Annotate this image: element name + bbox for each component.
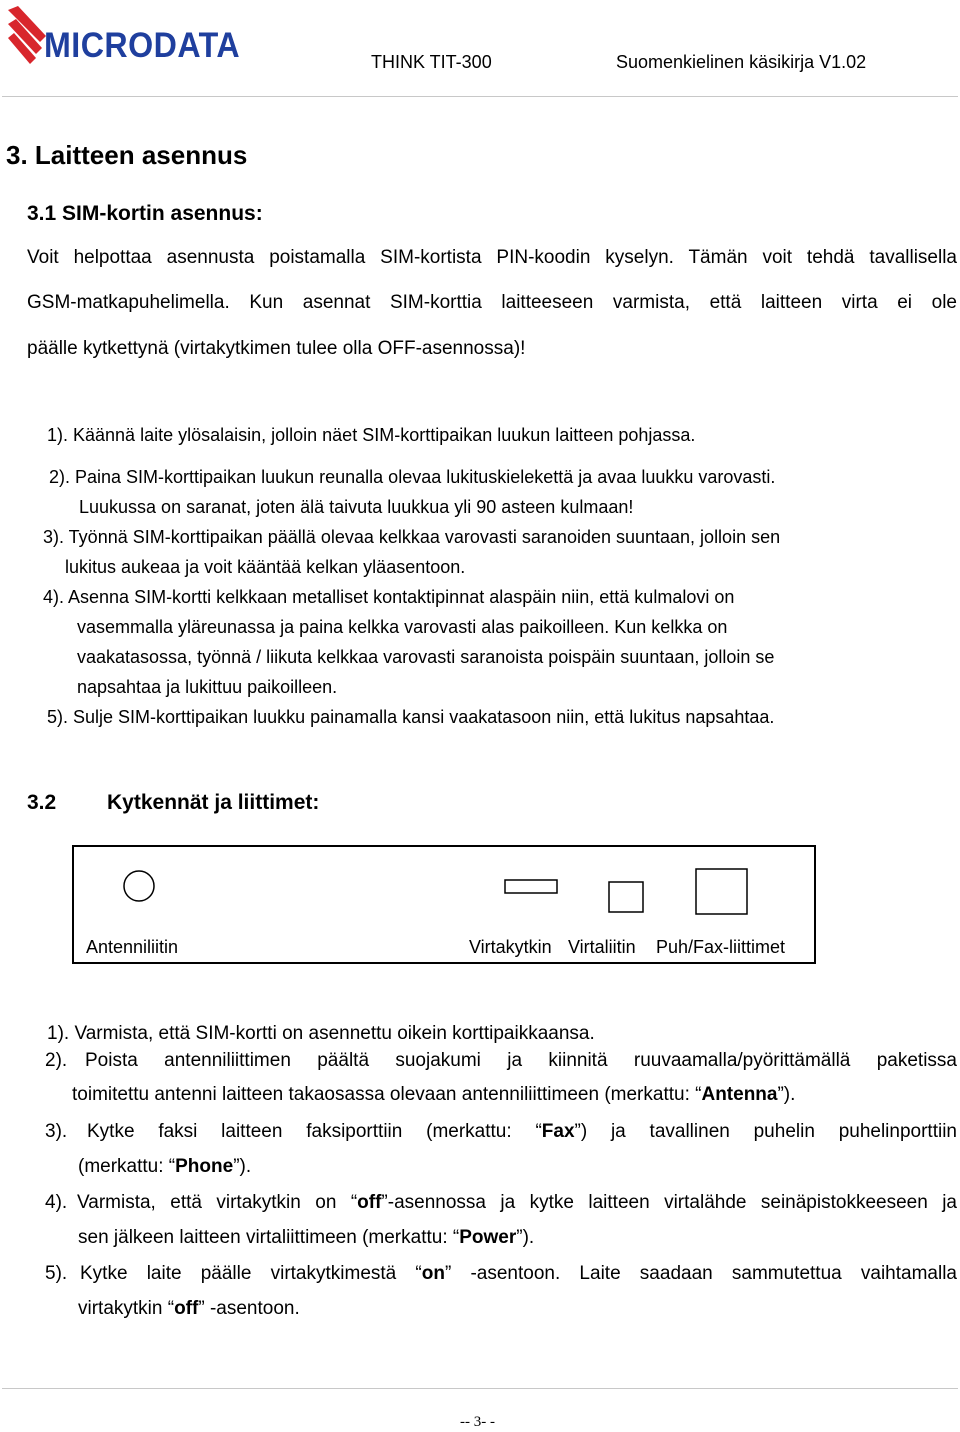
sim-step-3-cont: lukitus aukeaa ja voit kääntää kelkan yläasentoon. [65, 557, 466, 577]
product-name: THINK TIT-300 [371, 52, 492, 72]
conn-step-2: Poista antenniliittimen päältä suojakumi ja kiinnitä ruuvaamalla/pyörittämällä paketissa [85, 1050, 957, 1071]
label-power-switch: Virtakytkin [469, 937, 552, 957]
antenna-connector-icon [124, 871, 154, 901]
label-power-connector: Virtaliitin [568, 937, 636, 957]
manual-title: Suomenkielinen käsikirja V1.02 [616, 52, 867, 72]
conn-step-2-cont: toimitettu antenni laitteen takaosassa olevaan antenniliittimeen (merkattu: “Antenna”). [72, 1084, 796, 1105]
conn-step-3-cont: (merkattu: “Phone”). [78, 1156, 252, 1177]
sim-step-4: 4). Asenna SIM-kortti kelkkaan metalliset kontaktipinnat alaspäin niin, että kulmalovi on [43, 587, 735, 607]
intro-line-2: GSM-matkapuhelimella. Kun asennat SIM-korttia laitteeseen varmista, että laitteen virta ei ole [27, 292, 957, 313]
section-title: 3. Laitteen asennus [6, 140, 248, 170]
subsection-title-connectors: Kytkennät ja liittimet: [107, 791, 320, 814]
conn-step-1: 1). Varmista, että SIM-kortti on asennettu oikein korttipaikkaansa. [47, 1023, 595, 1044]
brand-wordmark: MICRODATA [44, 26, 241, 65]
subsection-number-connectors: 3.2 [27, 791, 57, 814]
power-connector-icon [609, 882, 643, 912]
sim-step-2-cont: Luukussa on saranat, joten älä taivuta luukkua yli 90 asteen kulmaan! [79, 497, 634, 517]
footer-rule [2, 1388, 958, 1389]
sim-step-3: 3). Työnnä SIM-korttipaikan päällä olevaa kelkkaa varovasti saranoiden suuntaan, jolloin sen [43, 527, 781, 547]
conn-step-4-cont: sen jälkeen laitteen virtaliittimeen (merkattu: “Power”). [78, 1227, 535, 1248]
phone-fax-connector-icon [696, 869, 747, 914]
sim-step-2: 2). Paina SIM-korttipaikan luukun reunalla olevaa lukituskielekettä ja avaa luukku varovasti. [49, 467, 776, 487]
header-rule [2, 96, 958, 97]
sim-step-4-cont-2: vaakatasossa, työnnä / liikuta kelkkaa varovasti saranoista poispäin suuntaan, jolloin se [77, 647, 775, 667]
power-switch-icon [505, 880, 557, 893]
conn-step-4: Varmista, että virtakytkin on “off”-asennossa ja kytke laitteen virtalähde seinäpistokkeeseen ja [77, 1192, 957, 1213]
intro-line-1: Voit helpottaa asennusta poistamalla SIM-kortista PIN-koodin kyselyn. Tämän voit tehdä tavallisella [27, 247, 957, 268]
sim-step-4-cont-3: napsahtaa ja lukittuu paikoilleen. [77, 677, 338, 697]
conn-step-5: Kytke laite päälle virtakytkimestä “on” -asentoon. Laite saadaan sammutettua vaihtamalla [80, 1263, 957, 1284]
conn-step-5-number: 5). [45, 1263, 68, 1284]
conn-step-5-cont: virtakytkin “off” -asentoon. [78, 1298, 300, 1319]
conn-step-2-number: 2). [45, 1050, 68, 1071]
sim-step-5: 5). Sulje SIM-korttipaikan luukku painamalla kansi vaakatasoon niin, että lukitus napsahtaa. [47, 707, 775, 727]
conn-step-3: Kytke faksi laitteen faksiporttiin (merkattu: “Fax”) ja tavallinen puhelin puhelinporttiin [87, 1121, 957, 1142]
intro-line-3: päälle kytkettynä (virtakytkimen tulee olla OFF-asennossa)! [27, 338, 526, 359]
subsection-title-sim: 3.1 SIM-kortin asennus: [27, 202, 263, 225]
sim-step-1: 1). Käännä laite ylösalaisin, jolloin näet SIM-korttipaikan luukun laitteen pohjassa. [47, 425, 696, 445]
label-antenna: Antenniliitin [86, 937, 179, 957]
label-phone-fax: Puh/Fax-liittimet [656, 937, 786, 957]
conn-step-4-number: 4). [45, 1192, 68, 1213]
conn-step-3-number: 3). [45, 1121, 68, 1142]
sim-step-4-cont-1: vasemmalla yläreunassa ja paina kelkka varovasti alas paikoilleen. Kun kelkka on [77, 617, 728, 637]
page-number: -- 3- - [460, 1414, 495, 1430]
